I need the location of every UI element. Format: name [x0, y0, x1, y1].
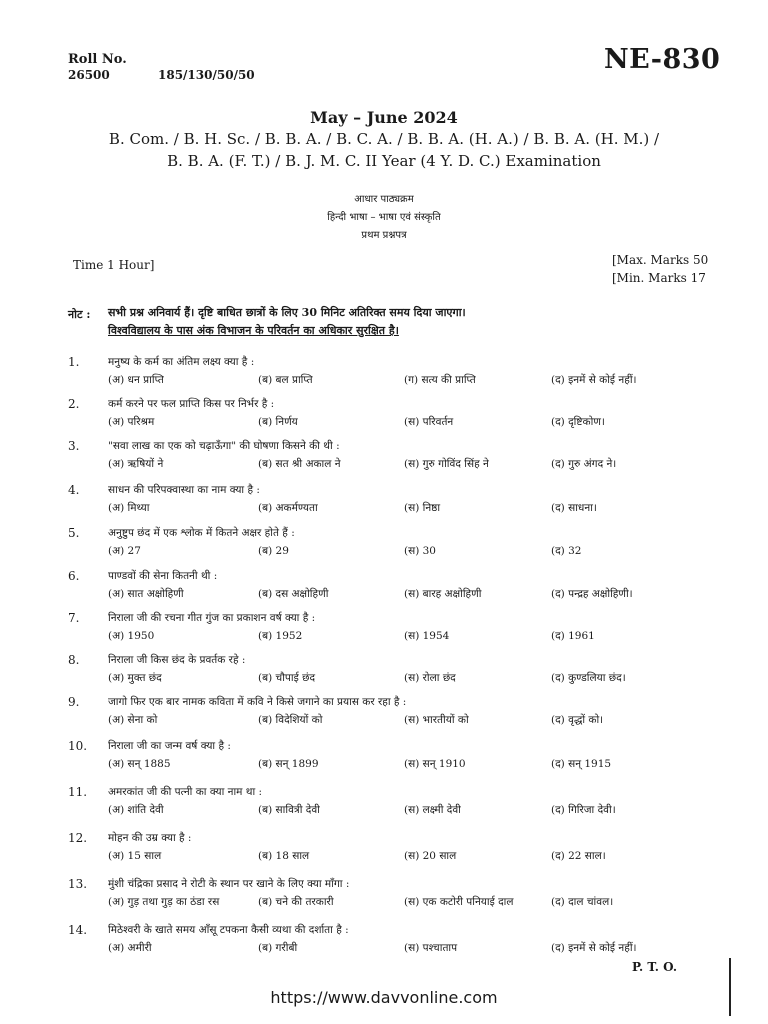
- option-c: (स) गुरु गोविंद सिंह ने: [404, 458, 489, 470]
- option-b: (ब) 1952: [258, 630, 303, 642]
- question-number: 2.: [68, 397, 80, 411]
- option-d: (द) पन्द्रह अक्षोहिणी।: [551, 588, 633, 600]
- question-text: अमरकांत जी की पत्नी का क्या नाम था :: [108, 786, 263, 798]
- question-text: मोहन की उम्र क्या है :: [108, 832, 192, 844]
- source-url[interactable]: https://www.davvonline.com: [270, 988, 498, 1007]
- question-number: 5.: [68, 526, 80, 540]
- option-a: (अ) शांति देवी: [108, 804, 164, 816]
- min-marks: [Min. Marks 17: [612, 271, 706, 285]
- option-c: (स) पश्चाताप: [404, 942, 458, 954]
- course-line-2: B. B. A. (F. T.) / B. J. M. C. II Year (4 Y. D. C.) Examination: [167, 152, 601, 170]
- question-item: [0, 439, 768, 479]
- option-b: (ब) अकर्मण्यता: [258, 502, 318, 514]
- question-text: पाण्डवों की सेना कितनी थी :: [108, 570, 218, 582]
- subject-line-2: हिन्दी भाषा – भाषा एवं संस्कृति: [327, 212, 441, 223]
- option-a: (अ) 27: [108, 545, 141, 557]
- option-c: (स) बारह अक्षोहिणी: [404, 588, 482, 600]
- option-c: (स) भारतीयों को: [404, 714, 469, 726]
- question-text: मुंशी चंद्रिका प्रसाद ने रोटी के स्थान पर खाने के लिए क्या माँगा :: [108, 878, 350, 890]
- question-text: साधन की परिपक्वास्था का नाम क्या है :: [108, 484, 260, 496]
- option-a: (अ) सेना को: [108, 714, 158, 726]
- option-d: (द) गिरिजा देवी।: [551, 804, 616, 816]
- question-item: [0, 355, 768, 395]
- option-d: (द) 32: [551, 545, 582, 557]
- question-number: 9.: [68, 695, 80, 709]
- option-b: (ब) 18 साल: [258, 850, 310, 862]
- option-a: (अ) सात अक्षोहिणी: [108, 588, 184, 600]
- option-a: (अ) मिथ्या: [108, 502, 150, 514]
- option-c: (स) लक्ष्मी देवी: [404, 804, 461, 816]
- option-b: (ब) सावित्री देवी: [258, 804, 320, 816]
- subject-line-1: आधार पाठ्यक्रम: [354, 194, 414, 205]
- question-text: मनुष्य के कर्म का अंतिम लक्ष्य क्या है :: [108, 356, 255, 368]
- question-item: [0, 611, 768, 651]
- paper-code-numeric: 185/130/50/50: [158, 68, 255, 82]
- option-c: (स) निष्ठा: [404, 502, 441, 514]
- question-item: [0, 397, 768, 437]
- question-item: [0, 923, 768, 963]
- question-item: [0, 877, 768, 917]
- option-b: (ब) दस अक्षोहिणी: [258, 588, 329, 600]
- question-number: 14.: [68, 923, 88, 937]
- option-c: (स) रोला छंद: [404, 672, 456, 684]
- option-b: (ब) सत श्री अकाल ने: [258, 458, 341, 470]
- question-number: 8.: [68, 653, 80, 667]
- question-text: कर्म करने पर फल प्राप्ति किस पर निर्भर है :: [108, 398, 275, 410]
- option-a: (अ) अमीरी: [108, 942, 152, 954]
- question-item: [0, 785, 768, 825]
- note-label: नोट :: [68, 308, 91, 321]
- option-a: (अ) परिश्रम: [108, 416, 155, 428]
- time-allowed: Time 1 Hour]: [73, 258, 155, 272]
- option-b: (ब) विदेशियों को: [258, 714, 323, 726]
- option-d: (द) वृद्धों को।: [551, 714, 604, 726]
- question-number: 6.: [68, 569, 80, 583]
- option-d: (द) गुरु अंगद ने।: [551, 458, 617, 470]
- option-d: (द) इनमें से कोई नहीं।: [551, 374, 637, 386]
- option-c: (स) सन् 1910: [404, 758, 466, 770]
- option-c: (स) 1954: [404, 630, 450, 642]
- option-b: (ब) चने की तरकारी: [258, 896, 334, 908]
- question-text: अनुष्टुप छंद में एक श्लोक में कितने अक्षर होते हैं :: [108, 527, 295, 539]
- option-b: (ब) सन् 1899: [258, 758, 319, 770]
- option-c: (स) परिवर्तन: [404, 416, 454, 428]
- option-a: (अ) सन् 1885: [108, 758, 171, 770]
- option-d: (द) इनमें से कोई नहीं।: [551, 942, 637, 954]
- option-a: (अ) गुड़ तथा गुड़ का ठंडा रस: [108, 896, 220, 908]
- question-text: निराला जी की रचना गीत गुंज का प्रकाशन वर्ष क्या है :: [108, 612, 316, 624]
- question-number: 3.: [68, 439, 80, 453]
- note-line-2: विश्वविद्यालय के पास अंक विभाजन के परिवर्तन का अधिकार सुरक्षित है।: [108, 324, 399, 337]
- paper-code: NE-830: [604, 44, 721, 75]
- option-a: (अ) 1950: [108, 630, 155, 642]
- question-item: [0, 739, 768, 779]
- option-c: (स) एक कटोरी पनियाई दाल: [404, 896, 514, 908]
- max-marks: [Max. Marks 50: [612, 253, 709, 267]
- option-c: (ग) सत्य की प्राप्ति: [404, 374, 476, 386]
- question-number: 10.: [68, 739, 88, 753]
- question-text: निराला जी का जन्म वर्ष क्या है :: [108, 740, 231, 752]
- question-number: 11.: [68, 785, 88, 799]
- option-a: (अ) मुक्त छंद: [108, 672, 162, 684]
- question-number: 7.: [68, 611, 80, 625]
- question-number: 1.: [68, 355, 80, 369]
- question-text: जागो फिर एक बार नामक कविता में कवि ने किसे जगाने का प्रयास कर रहा है :: [108, 696, 407, 708]
- question-item: [0, 695, 768, 735]
- subject-line-3: प्रथम प्रश्नपत्र: [361, 230, 407, 241]
- option-d: (द) सन् 1915: [551, 758, 612, 770]
- option-d: (द) दृष्टिकोण।: [551, 416, 605, 428]
- option-d: (द) 1961: [551, 630, 595, 642]
- option-c: (स) 20 साल: [404, 850, 457, 862]
- exam-session: May – June 2024: [310, 108, 458, 127]
- question-item: [0, 526, 768, 566]
- roll-number-label: Roll No.: [68, 52, 127, 67]
- question-number: 13.: [68, 877, 88, 891]
- question-number: 4.: [68, 483, 80, 497]
- option-d: (द) 22 साल।: [551, 850, 606, 862]
- option-b: (ब) गरीबी: [258, 942, 298, 954]
- page-edge-mark: [729, 958, 731, 1016]
- option-a: (अ) धन प्राप्ति: [108, 374, 164, 386]
- option-a: (अ) 15 साल: [108, 850, 162, 862]
- question-text: मिठेश्वरी के खाते समय आँसू टपकना कैसी व्यथा की दर्शाता है :: [108, 924, 349, 936]
- option-d: (द) दाल चांवल।: [551, 896, 614, 908]
- question-item: [0, 653, 768, 693]
- option-d: (द) कुण्डलिया छंद।: [551, 672, 626, 684]
- please-turn-over: P. T. O.: [632, 960, 678, 974]
- option-b: (ब) 29: [258, 545, 289, 557]
- question-item: [0, 483, 768, 523]
- question-item: [0, 569, 768, 609]
- question-number: 12.: [68, 831, 88, 845]
- option-b: (ब) चौपाई छंद: [258, 672, 316, 684]
- question-text: निराला जी किस छंद के प्रवर्तक रहे :: [108, 654, 246, 666]
- option-b: (ब) निर्णय: [258, 416, 298, 428]
- question-text: "सवा लाख का एक को चढ़ाऊँगा" की घोषणा किसने की थी :: [108, 440, 340, 452]
- option-b: (ब) बल प्राप्ति: [258, 374, 313, 386]
- question-item: [0, 831, 768, 871]
- roll-number-value: 26500: [68, 68, 110, 82]
- option-d: (द) साधना।: [551, 502, 597, 514]
- option-a: (अ) ऋषियों ने: [108, 458, 164, 470]
- option-c: (स) 30: [404, 545, 436, 557]
- course-line-1: B. Com. / B. H. Sc. / B. B. A. / B. C. A. / B. B. A. (H. A.) / B. B. A. (H. M.) /: [108, 130, 660, 148]
- note-line-1: सभी प्रश्न अनिवार्य हैं। दृष्टि बाधित छात्रों के लिए 30 मिनिट अतिरिक्त समय दिया जाएगा।: [108, 306, 466, 319]
